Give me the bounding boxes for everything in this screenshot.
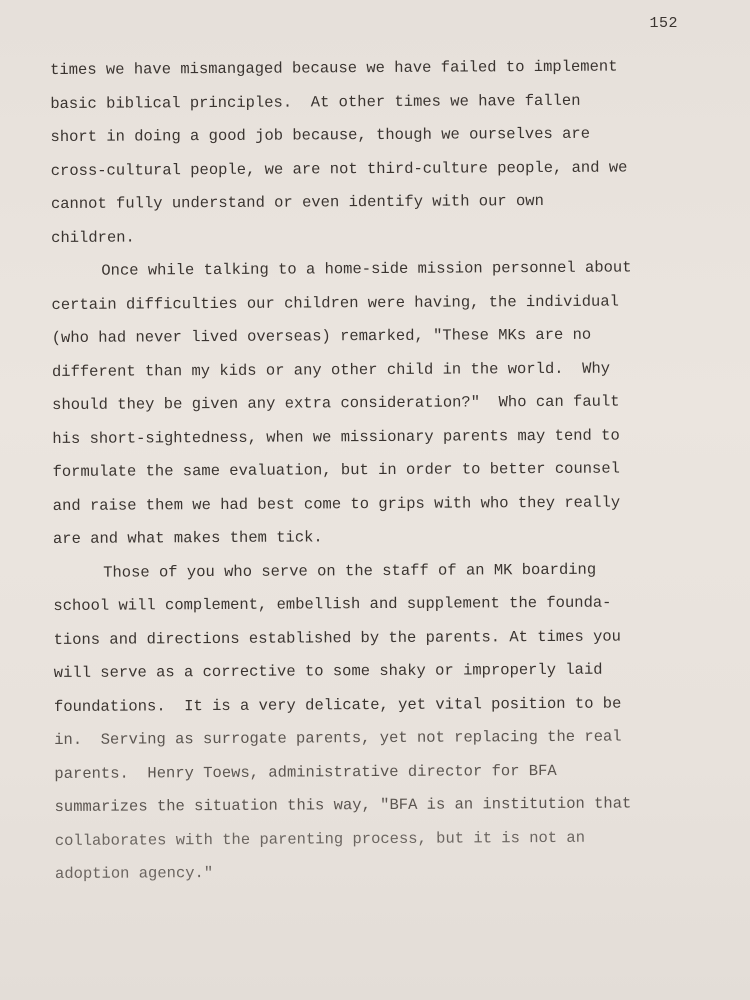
paragraph-2 — [51, 251, 693, 556]
text-line: short in doing a good job because, though we ourselves are — [50, 124, 591, 146]
text-line: times we have mismangaged because we have failed to implement — [50, 57, 618, 79]
text-line: formulate the same evaluation, but in order to better counsel — [52, 459, 621, 481]
text-line: Those of you who serve on the staff of an MK boarding — [103, 560, 597, 582]
text-line: collaborates with the parenting process, but it is not an — [54, 828, 586, 850]
paragraph-1 — [50, 50, 691, 255]
text-line: children. — [51, 227, 135, 247]
text-line: foundations. It is a very delicate, yet vital position to be — [53, 694, 622, 716]
page-number: 152 — [649, 15, 678, 32]
text-line: tions and directions established by the parents. At times you — [53, 627, 622, 649]
text-line: cannot fully understand or even identify with our own — [50, 191, 544, 213]
text-line: adoption agency." — [54, 864, 214, 883]
text-line: are and what makes them tick. — [52, 528, 323, 548]
text-line: in. Serving as surrogate parents, yet not replacing the real — [54, 727, 622, 749]
text-line: different than my kids or any other child in the world. Why — [51, 359, 611, 381]
text-line: school will complement, embellish and supplement the founda- — [53, 593, 612, 615]
text-line: (who had never lived overseas) remarked, "These MKs are no — [51, 325, 592, 347]
text-line: his short-sightedness, when we missionary parents may tend to — [52, 426, 620, 448]
text-line: summarizes the situation this way, "BFA is an institution that — [54, 794, 632, 816]
text-line: Once while talking to a home-side mission personnel about — [101, 258, 632, 280]
text-line: parents. Henry Toews, administrative director for BFA — [54, 761, 557, 783]
body-text — [50, 50, 695, 891]
text-line: and raise them we had best come to grips with who they really — [52, 493, 621, 515]
paragraph-3 — [53, 553, 695, 892]
text-line: basic biblical principles. At other times we have fallen — [50, 91, 581, 113]
text-line: should they be given any extra consideration?" Who can fault — [52, 392, 620, 414]
text-line: certain difficulties our children were having, the individual — [51, 292, 619, 314]
text-line: will serve as a corrective to some shaky or improperly laid — [53, 660, 603, 682]
text-line: cross-cultural people, we are not third-culture people, and we — [50, 157, 628, 180]
